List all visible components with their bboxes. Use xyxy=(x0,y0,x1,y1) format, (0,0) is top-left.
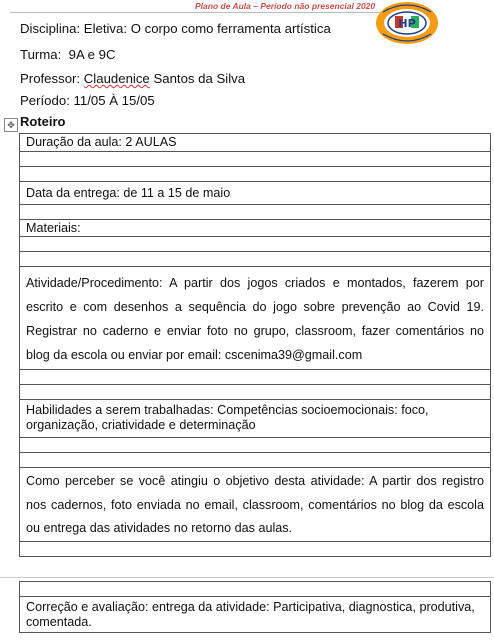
blank-row xyxy=(20,205,491,220)
turma-value: 9A e 9C xyxy=(68,47,116,62)
professor-value-a: Claudenice xyxy=(83,71,150,86)
periodo-value: 11/05 À 15/05 xyxy=(73,93,155,108)
header-title: Plano de Aula – Período não presencial 2020 xyxy=(195,1,376,11)
blank-row xyxy=(20,385,491,400)
lesson-table xyxy=(19,133,491,557)
atividade-cell: Atividade/Procedimento: A partir dos jogos criados e montados, fazerem por escrito e com desenhos a sequência do jogo sobre prevenção ao Covid 19. Registrar no caderno e enviar foto no grupo, classroom, fazer comentários no blog da escola ou enviar por email: cscenima39@gmail.com xyxy=(20,267,491,370)
school-logo xyxy=(373,0,441,46)
professor-line xyxy=(20,71,245,86)
blank-row xyxy=(20,541,491,556)
blank-row xyxy=(20,438,491,453)
blank-row xyxy=(20,453,491,468)
como-perceber-cell: Como perceber se você atingiu o objetivo desta atividade: A partir dos registro nos cadernos, foto enviada no email, classroom, comentários no blog da escola ou entrega das atividades no retorno das aulas. xyxy=(20,468,491,542)
blank-row xyxy=(20,152,491,167)
blank-row xyxy=(20,370,491,385)
blank-row xyxy=(20,252,491,267)
disciplina-line xyxy=(20,21,331,36)
page-break-line xyxy=(0,577,494,578)
entrega-cell: Data da entrega: de 11 a 15 de maio xyxy=(20,182,491,205)
logo-text: HP xyxy=(398,17,416,30)
professor-label: Professor: xyxy=(20,71,81,86)
turma-line xyxy=(20,47,116,62)
turma-label: Turma: xyxy=(20,47,62,62)
professor-value-b: Santos da Silva xyxy=(153,71,246,86)
disciplina-value: Eletiva: O corpo como ferramenta artística xyxy=(83,21,331,36)
blank-row xyxy=(20,237,491,252)
disciplina-label: Disciplina: xyxy=(20,21,81,36)
duracao-cell: Duração da aula: 2 AULAS xyxy=(20,134,491,152)
periodo-line xyxy=(20,93,155,108)
blank-row xyxy=(20,167,491,182)
materiais-cell: Materiais: xyxy=(20,220,491,237)
header-line xyxy=(10,12,380,13)
correcao-cell: Correção e avaliação: entrega da atividade: Participativa, diagnostica, produtiva, comentada. xyxy=(20,597,491,633)
roteiro-label: Roteiro xyxy=(20,114,66,129)
blank-row xyxy=(20,582,491,597)
evaluation-table xyxy=(19,581,491,633)
habilidades-cell: Habilidades a serem trabalhadas: Competências socioemocionais: foco, organização, criatividade e determinação xyxy=(20,400,491,438)
periodo-label: Período: xyxy=(20,93,70,108)
table-move-handle-icon[interactable]: ✥ xyxy=(4,118,18,132)
